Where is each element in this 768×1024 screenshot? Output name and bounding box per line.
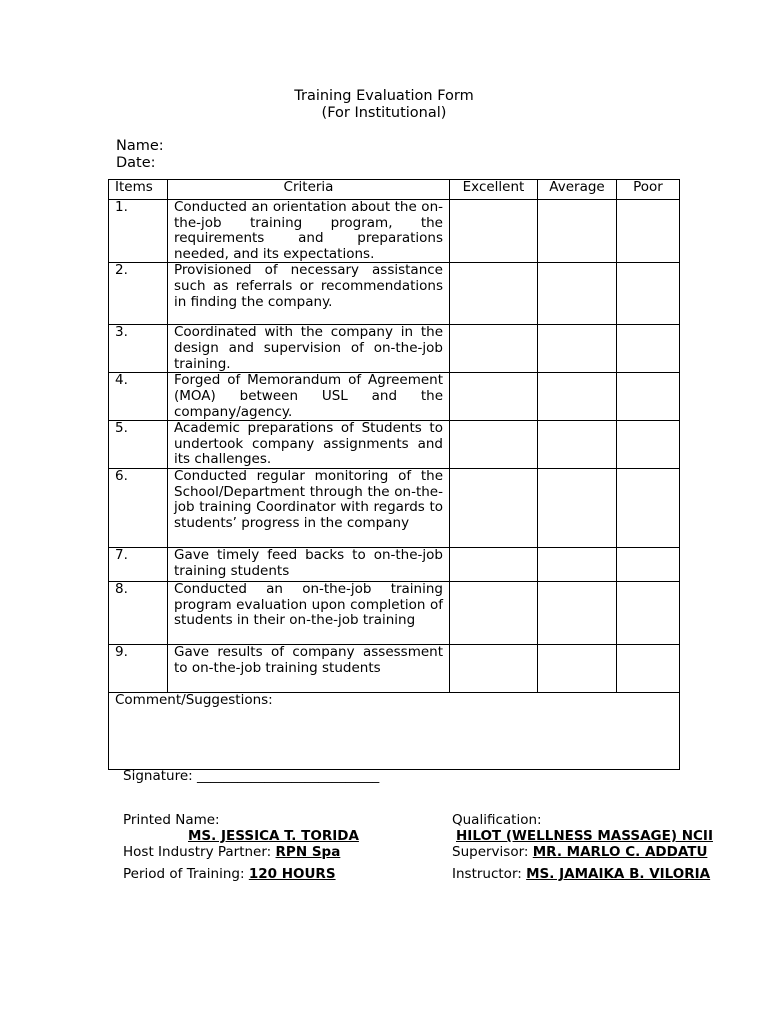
comment-row <box>109 692 680 769</box>
average-cell[interactable] <box>538 468 617 547</box>
poor-cell[interactable] <box>617 547 680 581</box>
header-excellent: Excellent <box>450 180 538 200</box>
row-number: 2. <box>109 263 168 325</box>
host-label: Host Industry Partner: <box>123 844 272 860</box>
table-row <box>109 373 680 421</box>
signature-label: Signature: <box>123 768 193 784</box>
poor-cell[interactable] <box>617 644 680 692</box>
row-number: 7. <box>109 547 168 581</box>
signature-blank[interactable]: ___________________________ <box>196 768 380 784</box>
supervisor <box>452 844 707 860</box>
header-items: Items <box>109 180 168 200</box>
poor-cell[interactable] <box>617 468 680 547</box>
excellent-cell[interactable] <box>450 468 538 547</box>
row-criteria: Gave timely feed backs to on-the-job training students <box>168 547 450 581</box>
row-criteria: Provisioned of necessary assistance such as referrals or recommendations in finding the company. <box>168 263 450 325</box>
instructor-value: MS. JAMAIKA B. VILORIA <box>526 866 711 882</box>
row-number: 4. <box>109 373 168 421</box>
name-label: Name: <box>116 138 164 154</box>
table-row <box>109 547 680 581</box>
printed-name-value: MS. JESSICA T. TORIDA <box>188 828 359 844</box>
excellent-cell[interactable] <box>450 644 538 692</box>
poor-cell[interactable] <box>617 421 680 469</box>
excellent-cell[interactable] <box>450 263 538 325</box>
average-cell[interactable] <box>538 325 617 373</box>
average-cell[interactable] <box>538 200 617 263</box>
table-row <box>109 581 680 644</box>
average-cell[interactable] <box>538 581 617 644</box>
row-criteria: Gave results of company assessment to on-the-job training students <box>168 644 450 692</box>
row-criteria: Coordinated with the company in the design and supervision of on-the-job training. <box>168 325 450 373</box>
poor-cell[interactable] <box>617 200 680 263</box>
qualification-value: HILOT (WELLNESS MASSAGE) NCII <box>456 828 713 844</box>
average-cell[interactable] <box>538 373 617 421</box>
row-criteria: Conducted an on-the-job training program evaluation upon completion of students in their on-the-job training <box>168 581 450 644</box>
supervisor-label: Supervisor: <box>452 844 529 860</box>
form-title: Training Evaluation Form <box>294 88 474 104</box>
row-number: 9. <box>109 644 168 692</box>
table-row <box>109 325 680 373</box>
signature-line <box>123 768 379 784</box>
host-partner <box>123 844 340 860</box>
comment-area[interactable] <box>109 692 680 769</box>
row-criteria: Conducted regular monitoring of the School/Department through the on-the-job training Coordinator with regards to students’ progress in the company <box>168 468 450 547</box>
excellent-cell[interactable] <box>450 547 538 581</box>
excellent-cell[interactable] <box>450 373 538 421</box>
training-period <box>123 866 336 882</box>
header-poor: Poor <box>617 180 680 200</box>
header-average: Average <box>538 180 617 200</box>
row-criteria: Conducted an orientation about the on-the-job training program, the requirements and preparations needed, and its expectations. <box>168 200 450 263</box>
table-row <box>109 263 680 325</box>
qualification-label: Qualification: <box>452 812 542 828</box>
host-value: RPN Spa <box>275 844 341 860</box>
row-number: 3. <box>109 325 168 373</box>
instructor <box>452 866 710 882</box>
row-number: 5. <box>109 421 168 469</box>
period-value: 120 HOURS <box>248 866 336 882</box>
table-row <box>109 468 680 547</box>
table-header-row <box>109 180 680 200</box>
supervisor-value: MR. MARLO C. ADDATU <box>532 844 708 860</box>
evaluation-table <box>108 179 680 770</box>
table-row <box>109 421 680 469</box>
instructor-label: Instructor: <box>452 866 522 882</box>
printed-name-label: Printed Name: <box>123 812 220 828</box>
excellent-cell[interactable] <box>450 421 538 469</box>
excellent-cell[interactable] <box>450 200 538 263</box>
form-subtitle: (For Institutional) <box>321 105 447 121</box>
average-cell[interactable] <box>538 644 617 692</box>
row-criteria: Academic preparations of Students to undertook company assignments and its challenges. <box>168 421 450 469</box>
table-row <box>109 644 680 692</box>
excellent-cell[interactable] <box>450 325 538 373</box>
comment-label: Comment/Suggestions: <box>115 691 273 708</box>
average-cell[interactable] <box>538 263 617 325</box>
header-criteria: Criteria <box>168 180 450 200</box>
poor-cell[interactable] <box>617 325 680 373</box>
row-number: 8. <box>109 581 168 644</box>
average-cell[interactable] <box>538 421 617 469</box>
poor-cell[interactable] <box>617 263 680 325</box>
excellent-cell[interactable] <box>450 581 538 644</box>
row-criteria: Forged of Memorandum of Agreement (MOA) between USL and the company/agency. <box>168 373 450 421</box>
average-cell[interactable] <box>538 547 617 581</box>
table-row <box>109 200 680 263</box>
poor-cell[interactable] <box>617 581 680 644</box>
row-number: 1. <box>109 200 168 263</box>
date-label: Date: <box>116 155 156 171</box>
period-label: Period of Training: <box>123 866 245 882</box>
row-number: 6. <box>109 468 168 547</box>
poor-cell[interactable] <box>617 373 680 421</box>
